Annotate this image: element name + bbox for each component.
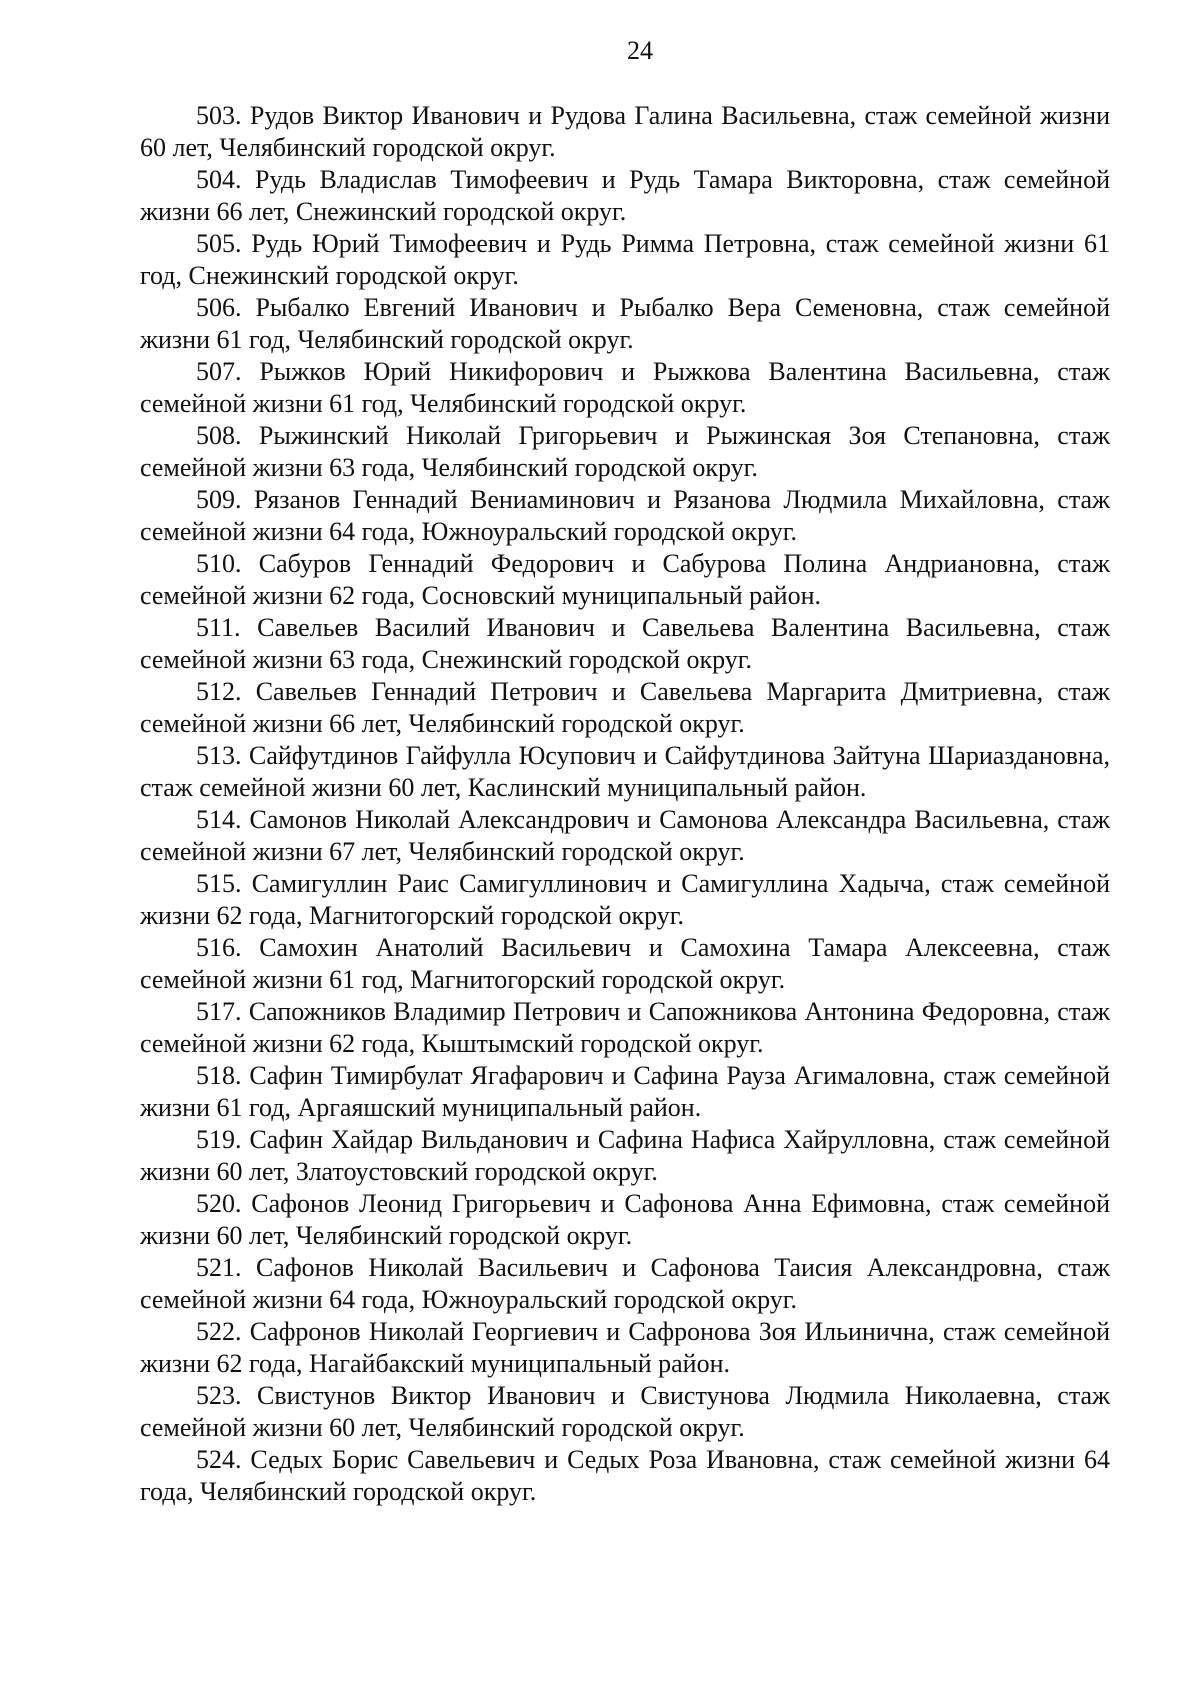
entry-number: 511. [196, 613, 241, 642]
list-item [140, 1252, 1110, 1316]
entry-list [140, 100, 1110, 1508]
list-item [140, 164, 1110, 228]
list-item [140, 1060, 1110, 1124]
list-item [140, 292, 1110, 356]
entry-text: Свистунов Виктор Иванович и Свистунова Людмила Николаевна, стаж семейной жизни 60 лет, Челябинский городской округ. [140, 1381, 1111, 1442]
entry-text: Сайфутдинов Гайфулла Юсупович и Сайфутдинова Зайтуна Шариаздановна, стаж семейной жизни 60 лет, Каслинский муниципальный район. [140, 741, 1111, 802]
list-item [140, 804, 1110, 868]
list-item [140, 420, 1110, 484]
entry-number: 519. [196, 1125, 242, 1154]
entry-number: 518. [196, 1061, 242, 1090]
entry-text: Самонов Николай Александрович и Самонова Александра Васильевна, стаж семейной жизни 67 лет, Челябинский городской округ. [140, 805, 1111, 866]
entry-number: 506. [196, 293, 242, 322]
entry-text: Сафронов Николай Георгиевич и Сафронова Зоя Ильинична, стаж семейной жизни 62 года, Нагайбакский муниципальный район. [140, 1317, 1110, 1378]
entry-number: 505. [196, 229, 242, 258]
list-item [140, 996, 1110, 1060]
entry-text: Рудь Владислав Тимофеевич и Рудь Тамара Викторовна, стаж семейной жизни 66 лет, Снежинский городской округ. [140, 165, 1111, 226]
list-item [140, 100, 1110, 164]
entry-text: Рыжинский Николай Григорьевич и Рыжинская Зоя Степановна, стаж семейной жизни 63 года, Челябинский городской округ. [140, 421, 1111, 482]
entry-text: Савельев Геннадий Петрович и Савельева Маргарита Дмитриевна, стаж семейной жизни 66 лет, Челябинский городской округ. [140, 677, 1111, 738]
entry-number: 513. [196, 741, 242, 770]
list-item [140, 740, 1110, 804]
list-item [140, 548, 1110, 612]
entry-number: 514. [196, 805, 242, 834]
entry-number: 517. [196, 997, 242, 1026]
entry-number: 509. [196, 485, 242, 514]
entry-number: 504. [196, 165, 242, 194]
entry-number: 515. [196, 869, 242, 898]
entry-number: 508. [196, 421, 242, 450]
entry-text: Рудов Виктор Иванович и Рудова Галина Васильевна, стаж семейной жизни 60 лет, Челябинский городской округ. [140, 101, 1111, 162]
entry-text: Рыжков Юрий Никифорович и Рыжкова Валентина Васильевна, стаж семейной жизни 61 год, Челябинский городской округ. [140, 357, 1111, 418]
entry-text: Сафин Хайдар Вильданович и Сафина Нафиса Хайрулловна, стаж семейной жизни 60 лет, Златоустовский городской округ. [140, 1125, 1111, 1186]
entry-number: 524. [196, 1445, 242, 1474]
page-number: 24 [627, 36, 653, 65]
list-item [140, 1444, 1110, 1508]
list-item [140, 1316, 1110, 1380]
entry-text: Рудь Юрий Тимофеевич и Рудь Римма Петровна, стаж семейной жизни 61 год, Снежинский городской округ. [140, 229, 1111, 290]
entry-text: Сафонов Леонид Григорьевич и Сафонова Анна Ефимовна, стаж семейной жизни 60 лет, Челябинский городской округ. [140, 1189, 1110, 1250]
entry-number: 507. [196, 357, 242, 386]
entry-text: Рыбалко Евгений Иванович и Рыбалко Вера Семеновна, стаж семейной жизни 61 год, Челябинский городской округ. [140, 293, 1110, 354]
list-item [140, 1124, 1110, 1188]
list-item [140, 1188, 1110, 1252]
list-item [140, 676, 1110, 740]
entry-text: Сафин Тимирбулат Ягафарович и Сафина Рауза Агималовна, стаж семейной жизни 61 год, Аргаяшский муниципальный район. [140, 1061, 1110, 1122]
list-item [140, 868, 1110, 932]
entry-number: 503. [196, 101, 242, 130]
entry-text: Савельев Василий Иванович и Савельева Валентина Васильевна, стаж семейной жизни 63 года, Снежинский городской округ. [140, 613, 1110, 674]
entry-number: 510. [196, 549, 242, 578]
list-item [140, 228, 1110, 292]
entry-number: 523. [196, 1381, 242, 1410]
entry-text: Сабуров Геннадий Федорович и Сабурова Полина Андриановна, стаж семейной жизни 62 года, Сосновский муниципальный район. [140, 549, 1111, 610]
entry-text: Рязанов Геннадий Вениаминович и Рязанова Людмила Михайловна, стаж семейной жизни 64 года, Южноуральский городской округ. [140, 485, 1110, 546]
entry-text: Сапожников Владимир Петрович и Сапожникова Антонина Федоровна, стаж семейной жизни 62 года, Кыштымский городской округ. [140, 997, 1110, 1058]
entry-number: 521. [196, 1253, 242, 1282]
entry-number: 522. [196, 1317, 242, 1346]
entry-number: 516. [196, 933, 242, 962]
entry-number: 512. [196, 677, 242, 706]
list-item [140, 932, 1110, 996]
list-item [140, 1380, 1110, 1444]
entry-text: Самохин Анатолий Васильевич и Самохина Тамара Алексеевна, стаж семейной жизни 61 год, Магнитогорский городской округ. [140, 933, 1111, 994]
entry-number: 520. [196, 1189, 242, 1218]
entry-text: Самигуллин Раис Самигуллинович и Самигуллина Хадыча, стаж семейной жизни 62 года, Магнитогорский городской округ. [140, 869, 1110, 930]
list-item [140, 484, 1110, 548]
entry-text: Седых Борис Савельевич и Седых Роза Ивановна, стаж семейной жизни 64 года, Челябинский городской округ. [140, 1445, 1110, 1506]
entry-text: Сафонов Николай Васильевич и Сафонова Таисия Александровна, стаж семейной жизни 64 года, Южноуральский городской округ. [140, 1253, 1110, 1314]
list-item [140, 356, 1110, 420]
list-item [140, 612, 1110, 676]
